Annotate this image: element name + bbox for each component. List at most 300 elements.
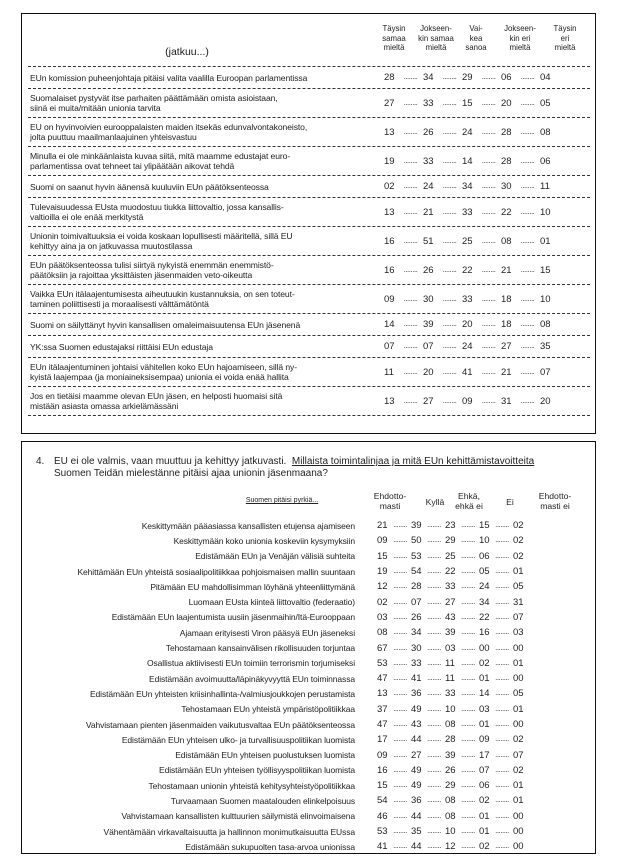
leader-dots: ........ <box>520 235 535 245</box>
percent-value: 21 <box>423 206 434 218</box>
leader-dots: ........ <box>495 520 509 530</box>
percent-value: 24 <box>462 126 473 138</box>
table-row <box>22 824 595 839</box>
response-percentages <box>377 581 525 592</box>
leader-dots: ........ <box>442 206 457 216</box>
percent-value: 33 <box>445 581 456 593</box>
percent-value: 25 <box>445 550 456 562</box>
leader-dots: ........ <box>461 795 475 805</box>
table-row <box>28 67 590 89</box>
leader-dots: ........ <box>403 395 418 405</box>
percent-value: 08 <box>445 810 456 822</box>
goal-rows <box>22 518 595 855</box>
response-percentages <box>377 719 525 730</box>
leader-dots: ........ <box>461 596 475 606</box>
response-percentages <box>377 643 525 654</box>
percent-value: 01 <box>479 719 490 730</box>
leader-dots: ........ <box>481 319 496 328</box>
percent-value: 41 <box>462 366 473 378</box>
leader-dots: ........ <box>427 780 441 790</box>
percent-value: 00 <box>513 673 524 685</box>
response-percentages <box>377 795 525 806</box>
goal-text: Edistämään EUn laajentumista uusiin jäsenmaihin/Itä-Eurooppaan <box>111 612 355 623</box>
table-row <box>28 176 590 198</box>
percent-value: 41 <box>377 841 388 853</box>
percent-value: 29 <box>445 535 456 547</box>
table-row <box>28 314 590 336</box>
percent-value: 14 <box>384 319 395 330</box>
leader-dots: ........ <box>461 642 475 652</box>
response-percentages <box>377 704 525 715</box>
leader-dots: ........ <box>427 764 441 774</box>
statement-text: Unionin toimivaltuuksia ei voida koskaan lopullisesti määritellä, sillä EU kehittyy aina ja on jatkuvassa muutostilassa <box>30 231 293 251</box>
percent-value: 15 <box>462 97 473 109</box>
leader-dots: ........ <box>393 734 407 744</box>
percent-value: 02 <box>513 550 524 562</box>
percent-value: 03 <box>445 642 456 654</box>
percent-value: 20 <box>540 395 551 407</box>
percent-value: 07 <box>540 366 551 378</box>
percent-value: 30 <box>411 642 422 654</box>
percent-value: 31 <box>501 395 512 407</box>
leader-dots: ........ <box>427 703 441 713</box>
leader-dots: ........ <box>461 810 475 820</box>
statement-text: EUn itälaajentuminen johtaisi vähitellen koko EUn hajoamiseen, sillä ny- kyistä laajempaa (ja moniaineksisempaa) unionia ei voida enää hallita <box>30 362 297 382</box>
survey-table-continued <box>21 13 596 434</box>
leader-dots: ........ <box>442 235 457 245</box>
percent-value: 00 <box>513 826 524 838</box>
percent-value: 05 <box>513 581 524 593</box>
percent-value: 22 <box>445 566 456 578</box>
leader-dots: ........ <box>520 293 535 303</box>
leader-dots: ........ <box>461 719 475 728</box>
leader-dots: ........ <box>495 657 509 667</box>
table-row <box>28 89 590 118</box>
leader-dots: ........ <box>495 734 509 744</box>
table-row <box>22 533 595 548</box>
percent-value: 20 <box>462 319 473 330</box>
percent-value: 01 <box>479 673 490 685</box>
leader-dots: ........ <box>461 764 475 774</box>
leader-dots: ........ <box>495 719 509 728</box>
leader-dots: ........ <box>442 97 457 107</box>
leader-dots: ........ <box>461 749 475 759</box>
percent-value: 17 <box>377 734 388 746</box>
percent-value: 13 <box>377 688 388 700</box>
percent-value: 27 <box>501 341 512 352</box>
leader-dots: ........ <box>427 550 441 560</box>
leader-dots: ........ <box>495 780 509 790</box>
response-percentages <box>378 367 554 378</box>
leader-dots: ........ <box>393 749 407 759</box>
statement-text: Vaikka EUn itälaajentumisesta aiheutuukin kustannuksia, on sen toteut- taminen poliittisesti ja moraalisesti välttämätöntä <box>30 289 295 309</box>
percent-value: 34 <box>462 181 473 192</box>
percent-value: 11 <box>445 657 455 669</box>
percent-value: 06 <box>479 550 490 562</box>
leader-dots: ........ <box>427 611 441 621</box>
leader-dots: ........ <box>495 810 509 820</box>
percent-value: 09 <box>462 395 473 407</box>
leader-dots: ........ <box>393 642 407 652</box>
percent-value: 16 <box>377 764 388 776</box>
percent-value: 00 <box>513 642 524 654</box>
response-percentages <box>377 841 525 852</box>
leader-dots: ........ <box>403 181 418 190</box>
response-percentages <box>378 156 554 167</box>
percent-value: 09 <box>377 749 388 761</box>
table-row <box>22 549 595 564</box>
goal-text: Edistämään EUn yhteisen työllisyyspolitiikan luomista <box>159 765 355 776</box>
percent-value: 15 <box>377 780 388 792</box>
leader-dots: ........ <box>403 155 418 165</box>
leader-dots: ........ <box>461 566 475 576</box>
leader-dots: ........ <box>427 596 441 606</box>
percent-value: 01 <box>513 657 524 669</box>
leader-dots: ........ <box>481 264 496 274</box>
percent-value: 09 <box>479 734 490 746</box>
leader-dots: ........ <box>393 581 407 591</box>
table-row <box>28 336 590 358</box>
leader-dots: ........ <box>495 688 509 698</box>
table-row <box>22 809 595 824</box>
leader-dots: ........ <box>520 341 535 350</box>
response-percentages <box>378 341 554 352</box>
leader-dots: ........ <box>393 826 407 836</box>
goal-text: Edistämään sukupuolten tasa-arvoa unionissa <box>185 841 355 852</box>
percent-value: 10 <box>540 206 551 218</box>
leader-dots: ........ <box>461 550 475 560</box>
col-header-hard-to-say: Vai- kea sanoa <box>465 23 487 53</box>
percent-value: 54 <box>377 795 388 807</box>
leader-dots: ........ <box>427 719 441 728</box>
percent-value: 44 <box>411 734 422 746</box>
leader-dots: ........ <box>481 97 496 107</box>
goal-text: Turvaamaan Suomen maatalouden elinkelpoisuus <box>170 795 355 806</box>
percent-value: 07 <box>479 764 490 776</box>
question-text: EU ei ole valmis, vaan muuttuu ja kehittyy jatkuvasti. Millaista toimintalinjaa ja mitä EUn kehittämistavoitteita Suomen Teidän mielestänne pitäisi ajaa unionin jäsenmaana? <box>54 456 535 479</box>
leader-dots: ........ <box>403 97 418 107</box>
leader-dots: ........ <box>481 155 496 165</box>
percent-value: 14 <box>479 688 490 700</box>
percent-value: 03 <box>479 703 490 715</box>
leader-dots: ........ <box>393 566 407 576</box>
leader-dots: ........ <box>427 749 441 759</box>
percent-value: 13 <box>384 126 395 138</box>
percent-value: 43 <box>445 611 456 623</box>
percent-value: 09 <box>384 293 395 305</box>
percent-value: 51 <box>423 235 434 247</box>
leader-dots: ........ <box>481 395 496 405</box>
response-percentages <box>377 688 525 699</box>
col-header-definitely-not: Ehdotto- masti ei <box>538 491 572 511</box>
leader-dots: ........ <box>442 341 457 350</box>
leader-dots: ........ <box>393 764 407 774</box>
response-percentages <box>378 207 554 218</box>
statement-text: YK:ssa Suomen edustajaksi riittäisi EUn edustaja <box>30 341 213 352</box>
leader-dots: ........ <box>442 72 457 81</box>
statement-rows <box>28 66 590 416</box>
leader-dots: ........ <box>461 520 475 530</box>
percent-value: 27 <box>384 97 395 109</box>
leader-dots: ........ <box>442 395 457 405</box>
percent-value: 00 <box>513 841 524 853</box>
percent-value: 33 <box>423 155 434 167</box>
leader-dots: ........ <box>427 535 441 545</box>
leader-dots: ........ <box>393 719 407 728</box>
percent-value: 24 <box>423 181 434 192</box>
leader-dots: ........ <box>495 795 509 805</box>
percent-value: 54 <box>411 566 422 578</box>
leader-dots: ........ <box>495 566 509 576</box>
percent-value: 02 <box>513 520 524 532</box>
response-percentages <box>377 780 525 791</box>
response-percentages <box>378 265 554 276</box>
percent-value: 05 <box>479 566 490 578</box>
col-header-fully-disagree: Täysin eri mieltä <box>553 23 577 53</box>
response-percentages <box>377 627 525 638</box>
leader-dots: ........ <box>495 673 509 683</box>
leader-dots: ........ <box>461 703 475 713</box>
percent-value: 08 <box>501 235 512 247</box>
leader-dots: ........ <box>495 550 509 560</box>
percent-value: 02 <box>377 596 388 608</box>
leader-dots: ........ <box>461 627 475 637</box>
goal-text: Pitämään EU mahdollisimman löyhänä yhteenliittymänä <box>150 581 355 592</box>
col-header-somewhat-disagree: Jokseen- kin eri mieltä <box>504 23 536 53</box>
leader-dots: ........ <box>461 826 475 836</box>
percent-value: 33 <box>462 293 473 305</box>
percent-value: 14 <box>462 155 473 167</box>
leader-dots: ........ <box>520 181 535 190</box>
leader-dots: ........ <box>495 627 509 637</box>
percent-value: 34 <box>411 627 422 639</box>
response-percentages <box>377 750 525 761</box>
response-percentages <box>377 612 525 623</box>
percent-value: 07 <box>384 341 395 352</box>
leader-dots: ........ <box>393 627 407 637</box>
leader-dots: ........ <box>427 826 441 836</box>
percent-value: 00 <box>479 642 490 654</box>
statement-text: Minulla ei ole minkäänlaista kuvaa siitä, mitä maamme edustajat euro- parlamentissa ovat tehneet tai ylipäätään aikovat tehdä <box>30 151 291 171</box>
percent-value: 06 <box>479 780 490 792</box>
percent-value: 00 <box>513 719 524 730</box>
goal-text: Vähentämään virkavaltaisuutta ja hallinnon monimutkaisuutta EUssa <box>103 826 355 837</box>
percent-value: 02 <box>479 795 490 807</box>
percent-value: 05 <box>540 97 551 109</box>
leader-dots: ........ <box>393 795 407 805</box>
leader-dots: ........ <box>442 293 457 303</box>
statement-text: Jos en tietäisi maamme olevan EUn jäsen, en helposti huomaisi sitä mistään asiasta omassa arkielämässäni <box>30 391 283 411</box>
statement-text: EUn komission puheenjohtaja pitäisi valita vaalilla Euroopan parlamentissa <box>30 72 308 83</box>
percent-value: 37 <box>377 703 388 715</box>
leader-dots: ........ <box>403 366 418 376</box>
percent-value: 53 <box>377 657 388 669</box>
table-row <box>22 610 595 625</box>
leader-dots: ........ <box>403 206 418 216</box>
table-row <box>22 671 595 686</box>
response-percentages <box>378 72 554 83</box>
leader-dots: ........ <box>481 181 496 190</box>
leader-dots: ........ <box>495 535 509 545</box>
table-row <box>22 778 595 793</box>
percent-value: 19 <box>384 155 395 167</box>
leader-dots: ........ <box>403 319 418 328</box>
leader-dots: ........ <box>427 657 441 667</box>
percent-value: 16 <box>384 264 395 276</box>
percent-value: 02 <box>479 657 490 669</box>
leader-dots: ........ <box>393 688 407 698</box>
percent-value: 02 <box>479 841 490 853</box>
table-row <box>28 227 590 256</box>
percent-value: 53 <box>377 826 388 838</box>
leader-dots: ........ <box>393 535 407 545</box>
leader-dots: ........ <box>427 566 441 576</box>
response-percentages <box>377 673 525 684</box>
percent-value: 29 <box>445 780 456 792</box>
percent-value: 08 <box>445 795 456 807</box>
percent-value: 49 <box>411 780 422 792</box>
percent-value: 02 <box>513 764 524 776</box>
percent-value: 50 <box>411 535 422 547</box>
goal-text: Vahvistamaan kansallisten kulttuurien säilymistä elinvoimaisena <box>121 811 355 822</box>
leader-dots: ........ <box>520 264 535 274</box>
percent-value: 46 <box>377 810 388 822</box>
col-header-somewhat-agree: Jokseen- kin samaa mieltä <box>418 23 454 53</box>
percent-value: 33 <box>411 657 422 669</box>
leader-dots: ........ <box>495 703 509 713</box>
leader-dots: ........ <box>495 841 509 851</box>
percent-value: 30 <box>423 293 434 305</box>
response-percentages <box>377 811 525 822</box>
response-percentages <box>378 319 554 330</box>
percent-value: 03 <box>513 627 524 639</box>
statement-text: EUn päätöksenteossa tulisi siirtyä nykyistä enemmän enemmistö- päätöksiin ja rajoittaa yksittäisten jäsenmaiden veto-oikeutta <box>30 260 274 280</box>
percent-value: 53 <box>411 550 422 562</box>
table-row <box>22 793 595 808</box>
leader-dots: ........ <box>442 319 457 328</box>
percent-value: 21 <box>377 520 388 532</box>
goal-text: Osallistua aktiivisesti EUn toimiin terrorismin torjumiseksi <box>147 658 355 669</box>
percent-value: 22 <box>462 264 473 276</box>
leader-dots: ........ <box>495 581 509 591</box>
percent-value: 23 <box>445 520 456 532</box>
leader-dots: ........ <box>520 319 535 328</box>
percent-value: 28 <box>445 734 456 746</box>
percent-value: 31 <box>513 596 524 608</box>
percent-value: 08 <box>540 126 551 138</box>
percent-value: 28 <box>501 126 512 138</box>
percent-value: 01 <box>479 826 490 838</box>
leader-dots: ........ <box>461 657 475 667</box>
question-number: 4. <box>36 456 45 467</box>
leader-dots: ........ <box>403 264 418 274</box>
leader-dots: ........ <box>481 235 496 245</box>
leader-dots: ........ <box>427 810 441 820</box>
percent-value: 26 <box>445 764 456 776</box>
leader-dots: ........ <box>495 642 509 652</box>
percent-value: 49 <box>411 703 422 715</box>
leader-dots: ........ <box>520 366 535 376</box>
goal-text: Kehittämään EUn yhteistä sosiaalipolitiikkaa pohjoismaisen mallin suuntaan <box>77 566 355 577</box>
leader-dots: ........ <box>461 673 475 683</box>
goal-text: Edistämään EUn yhteisen ulko- ja turvallisuuspolitiikan luomista <box>121 734 355 745</box>
col-header-definitely: Ehdotto- masti <box>373 491 407 511</box>
leader-dots: ........ <box>393 657 407 667</box>
table-row <box>22 839 595 854</box>
percent-value: 27 <box>445 596 456 608</box>
percent-value: 12 <box>445 841 456 853</box>
percent-value: 41 <box>411 673 422 685</box>
response-percentages <box>377 535 525 546</box>
table-row <box>22 564 595 579</box>
leader-dots: ........ <box>481 72 496 81</box>
percent-value: 04 <box>540 72 551 83</box>
statement-text: Suomi on saanut hyvin äänensä kuuluviin EUn päätöksenteossa <box>30 181 269 192</box>
goal-text: Ajamaan erityisesti Viron pääsyä EUn jäseneksi <box>179 627 355 638</box>
table-row <box>28 198 590 227</box>
goal-text: Keskittymään pääasiassa kansallisten etujensa ajamiseen <box>141 520 355 531</box>
percent-value: 67 <box>377 642 388 654</box>
leader-dots: ........ <box>403 341 418 350</box>
percent-value: 18 <box>501 293 512 305</box>
percent-value: 11 <box>540 181 550 192</box>
leader-dots: ........ <box>393 780 407 790</box>
percent-value: 26 <box>423 264 434 276</box>
goal-text: Tehostamaan unionin yhteistä kehitysyhteistyöpolitiikkaa <box>148 780 355 791</box>
table-row <box>22 579 595 594</box>
leader-dots: ........ <box>403 126 418 136</box>
percent-value: 01 <box>513 566 524 578</box>
table-row <box>28 256 590 285</box>
leader-dots: ........ <box>393 596 407 606</box>
question-emphasis: Millaista toimintalinjaa ja mitä EUn kehittämistavoitteita <box>291 456 535 467</box>
goal-text: Edistämään EUn yhteisten kriisinhallinta-/valmiusjoukkojen perustamista <box>89 688 355 699</box>
leader-dots: ........ <box>520 126 535 136</box>
leader-dots: ........ <box>520 206 535 216</box>
table-row <box>22 717 595 732</box>
percent-value: 10 <box>479 535 490 547</box>
percent-value: 12 <box>377 581 388 593</box>
table-row <box>22 747 595 762</box>
goal-text: Keskittymään koko unionia koskeviin kysymyksiin <box>173 535 355 546</box>
percent-value: 15 <box>540 264 551 276</box>
percent-value: 34 <box>479 596 490 608</box>
table-row <box>28 285 590 314</box>
table-row <box>22 594 595 609</box>
leader-dots: ........ <box>461 611 475 621</box>
percent-value: 18 <box>501 319 512 330</box>
table-row <box>22 625 595 640</box>
table-row <box>22 763 595 778</box>
percent-value: 01 <box>513 703 524 715</box>
percent-value: 13 <box>384 206 395 218</box>
leader-dots: ........ <box>520 395 535 405</box>
percent-value: 10 <box>540 293 551 305</box>
table-row <box>22 732 595 747</box>
statement-text: Tulevaisuudessa EUsta muodostuu tiukka liittovaltio, jossa kansallis- valtioilla ei ole enää merkitystä <box>30 202 284 222</box>
leader-dots: ........ <box>427 642 441 652</box>
table-row <box>28 118 590 147</box>
percent-value: 07 <box>513 611 524 623</box>
percent-value: 34 <box>423 72 434 83</box>
leader-dots: ........ <box>481 341 496 350</box>
percent-value: 49 <box>411 764 422 776</box>
percent-value: 47 <box>377 719 388 730</box>
leader-dots: ........ <box>481 366 496 376</box>
percent-value: 16 <box>384 235 395 247</box>
percent-value: 24 <box>479 581 490 593</box>
response-percentages <box>378 294 554 305</box>
